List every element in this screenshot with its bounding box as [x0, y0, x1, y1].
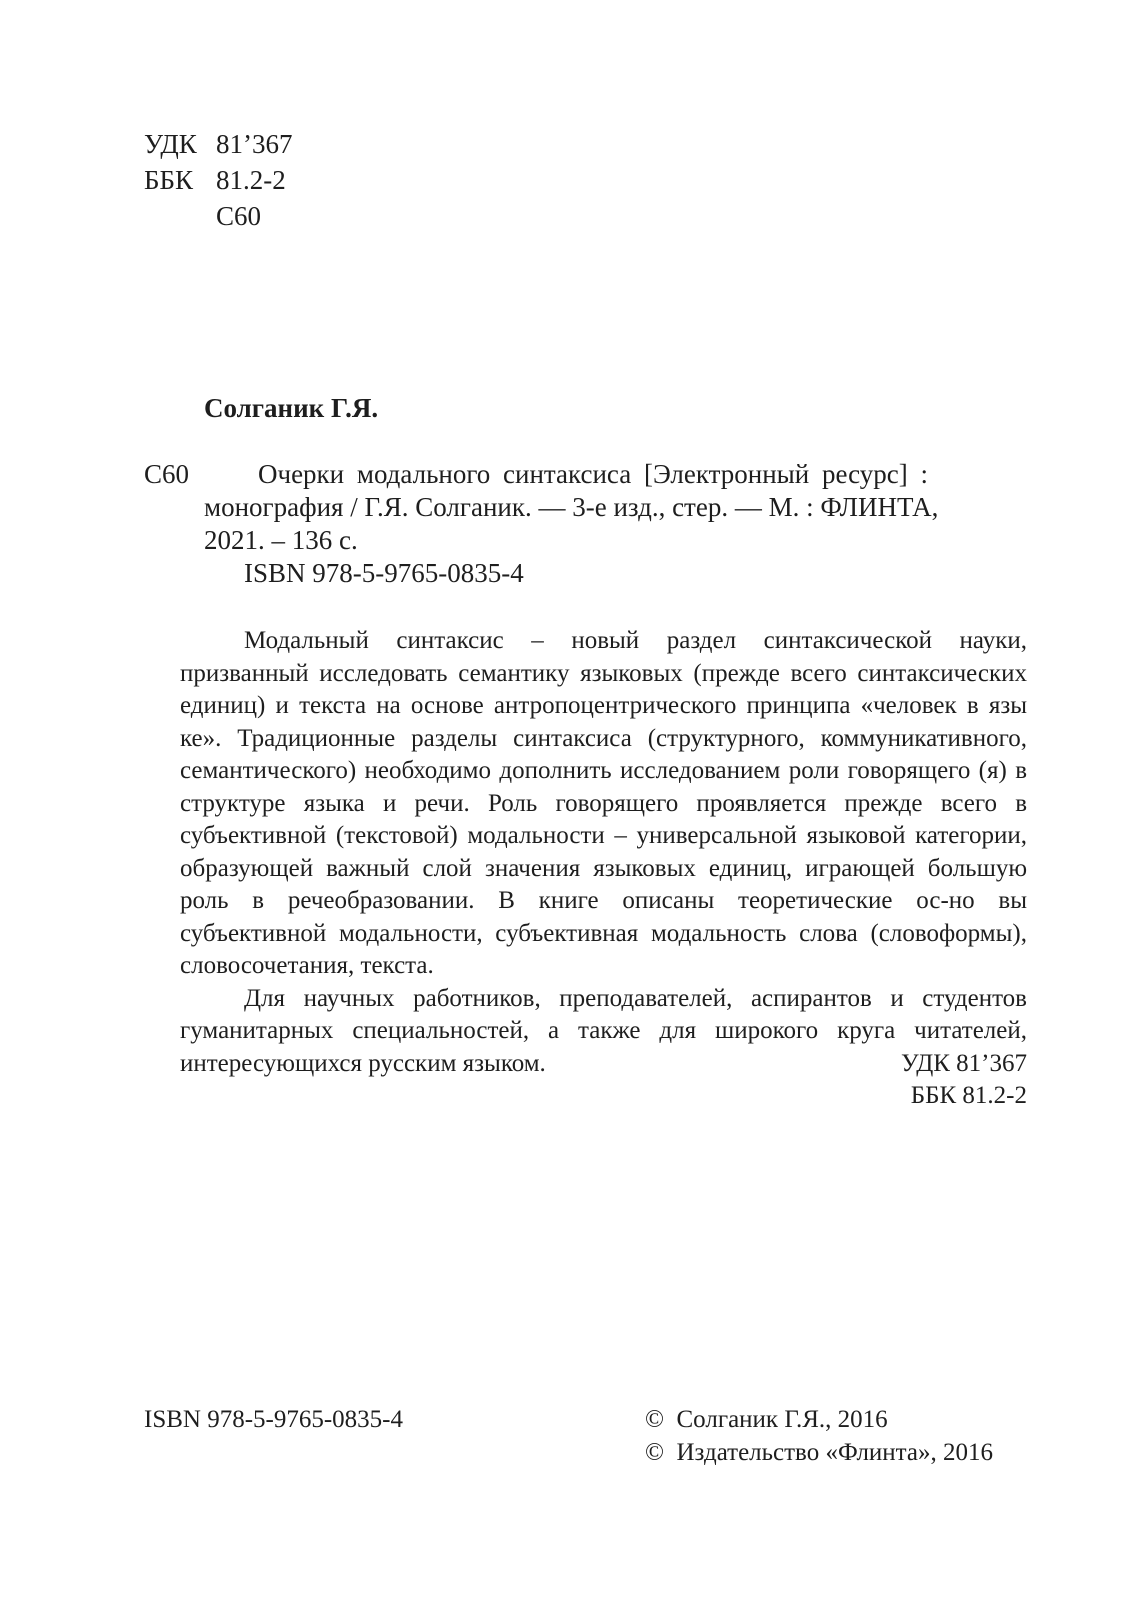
udc-line — [144, 126, 293, 162]
author-mark: С60 — [216, 201, 262, 231]
copyright-author: © Солганик Г.Я., 2016 — [645, 1406, 888, 1433]
bbk-line — [144, 162, 293, 198]
abstract-paragraph-2: Для научных работников, преподавателей, аспирантов и студентов гуманитарных специальностей, а также для широкого круга читателей, интересующихся русским языком. — [180, 984, 1027, 1077]
bbk-label: ББК — [144, 165, 194, 195]
author-heading: Солганик Г.Я. — [204, 393, 379, 423]
bbk-value: 81.2-2 — [216, 165, 286, 195]
udc-label: УДК — [144, 129, 197, 159]
classification-block-top — [144, 126, 293, 234]
abstract-paragraph-1: Модальный синтаксис – новый раздел синтаксической науки, призванный исследовать семантику языковых (прежде всего синтаксических единиц) и текста на основе антропоцентрического принципа «человек в язы ке». Традиционные разделы синтаксиса (структурного, коммуникативного, семантического) необходимо дополнить исследованием роли говорящего (я) в структуре языка и речи. Роль говорящего проявляется прежде всего в субъективной (текстовой) модальности – универсальной языковой категории, образующей важный слой значения языковых единиц, играющей большую роль в речеобразовании. В книге описаны теоретические ос-но вы субъективной модальности, субъективная модальность слова (словоформы), словосочетания, текста. — [180, 627, 1027, 979]
bibliographic-isbn: ISBN 978-5-9765-0835-4 — [244, 558, 524, 588]
bibliographic-line-3: 2021. – 136 с. — [204, 525, 358, 555]
bibliographic-mark: С60 — [144, 459, 190, 489]
bibliographic-line-2: монография / Г.Я. Солганик. — 3-е изд., стер. — М. : ФЛИНТА, — [204, 492, 939, 522]
bibliographic-line-1-text: Очерки модального синтаксиса [Электронный ресурс] : — [258, 459, 929, 489]
bbk-bottom: ББК 81.2-2 — [910, 1082, 1027, 1109]
udc-value: 81’367 — [216, 129, 293, 159]
copyright-publisher: © Издательство «Флинта», 2016 — [645, 1439, 994, 1466]
bibliographic-line-1 — [258, 458, 1030, 491]
classification-block-bottom — [901, 1048, 1027, 1112]
abstract — [180, 625, 1027, 1080]
footer-isbn: ISBN 978-5-9765-0835-4 — [144, 1406, 404, 1433]
udc-bottom: УДК 81’367 — [901, 1050, 1027, 1077]
author-mark-line — [144, 198, 293, 234]
copyright-block — [645, 1403, 993, 1469]
